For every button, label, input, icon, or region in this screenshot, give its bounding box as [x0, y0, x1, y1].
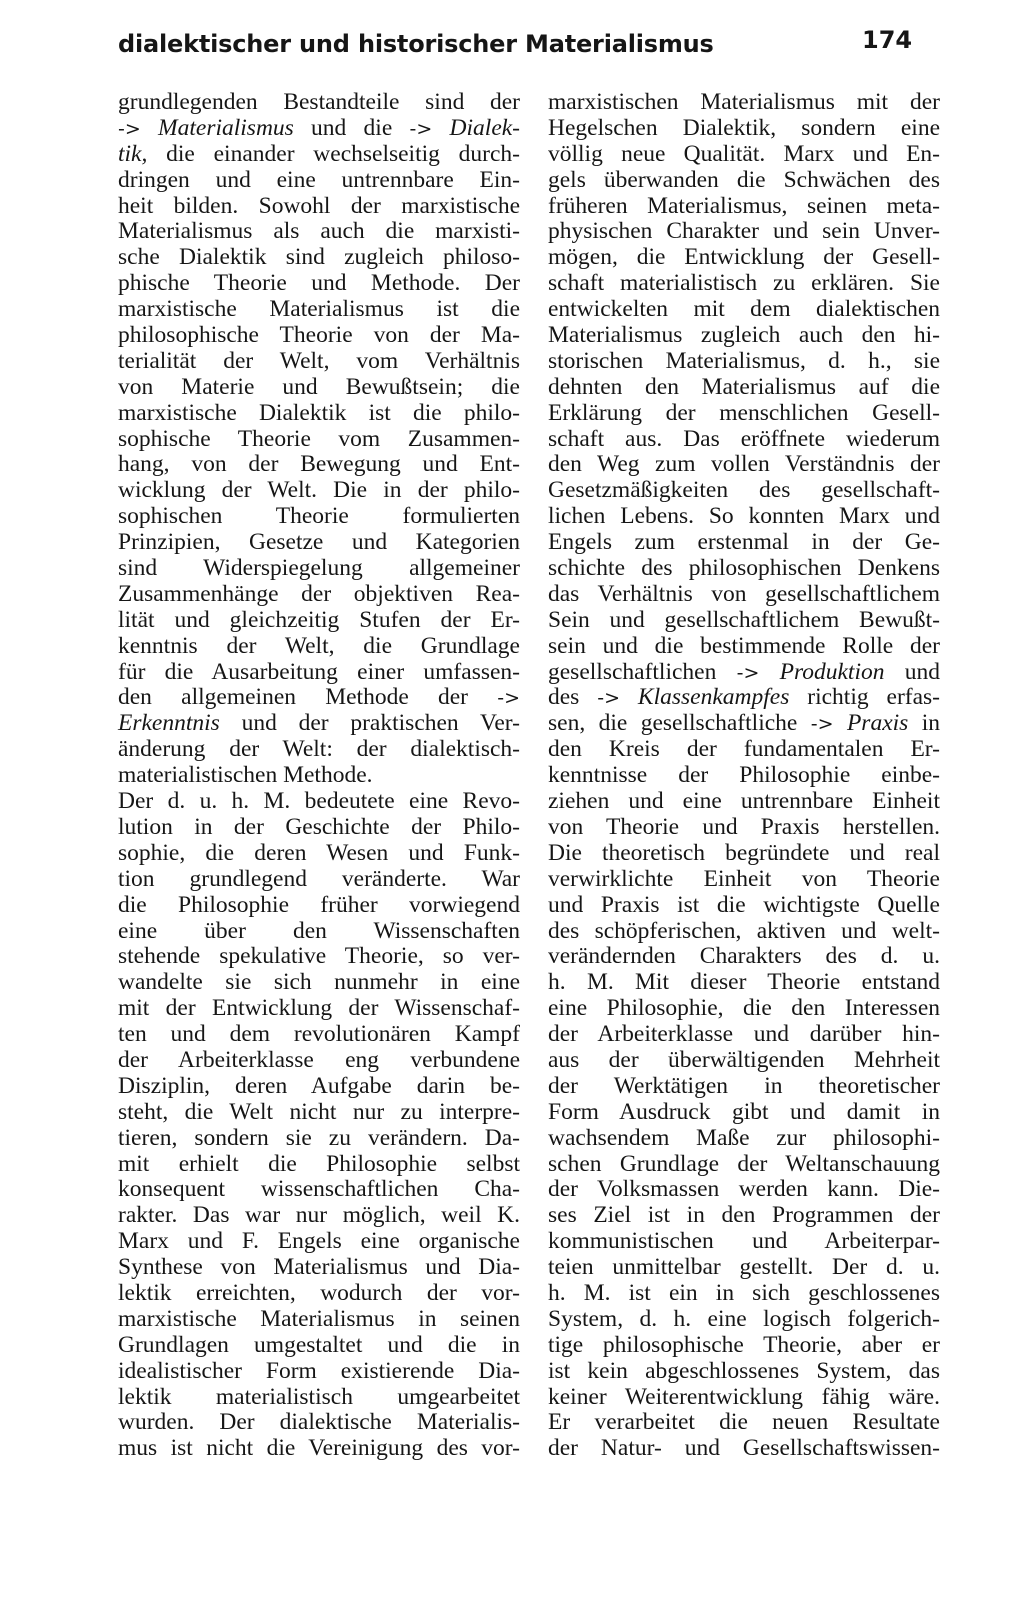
text-line: [548, 1126, 940, 1152]
text-line: [548, 1074, 940, 1100]
text-segment: der Arbeiterklasse und darüber hin-: [548, 1021, 940, 1048]
text-segment: änderung der Welt: der dialektisch-: [118, 736, 520, 763]
text-segment: der Natur- und Gesellschaftswissen-: [548, 1435, 940, 1462]
text-line: [548, 1410, 940, 1436]
text-segment: Grundlagen umgestaltet und die in: [118, 1331, 520, 1358]
text-segment: terialität der Welt, vom Verhältnis: [118, 347, 520, 374]
text-line: [548, 349, 940, 375]
text-line: [548, 815, 940, 841]
text-line: [548, 608, 940, 634]
text-segment: entwickelten mit dem dialektischen: [548, 296, 940, 323]
text-line: [118, 1126, 520, 1152]
cross-reference-arrow: ->: [497, 687, 520, 710]
text-segment: gesellschaftlichen: [548, 658, 737, 685]
text-line: [118, 116, 520, 142]
left-text-column: [118, 90, 520, 1462]
text-line: [118, 168, 520, 194]
cross-reference-term: Praxis: [846, 710, 909, 737]
text-line: [548, 1436, 940, 1462]
text-segment: ist kein abgeschlossenes System, das: [548, 1357, 940, 1384]
text-segment: mit erhielt die Philosophie selbst: [118, 1150, 520, 1177]
text-line: [548, 478, 940, 504]
text-line: [118, 297, 520, 323]
text-line: [118, 478, 520, 504]
text-line: [548, 1281, 940, 1307]
text-line: [548, 530, 940, 556]
text-segment: tige philosophische Theorie, aber er: [548, 1331, 940, 1358]
text-line: [548, 789, 940, 815]
text-line: [118, 530, 520, 556]
text-segment: lution in der Geschichte der Philo-: [118, 813, 520, 840]
text-segment: eine Philosophie, die den Interessen: [548, 995, 940, 1022]
text-segment: ziehen und eine untrennbare Einheit: [548, 788, 940, 815]
text-line: [548, 1385, 940, 1411]
text-line: [548, 194, 940, 220]
text-segment: sophische Theorie vom Zusammen-: [118, 425, 520, 452]
text-line: [548, 1359, 940, 1385]
text-line: [548, 685, 940, 711]
text-line: [118, 1203, 520, 1229]
text-segment: marxistische Dialektik ist die philo-: [118, 399, 520, 426]
text-segment: des: [548, 684, 598, 711]
cross-reference-term: Klassenkampfes: [637, 684, 790, 711]
text-segment: eine über den Wissenschaften: [118, 917, 520, 944]
text-segment: sind Widerspiegelung allgemeiner: [118, 555, 520, 582]
text-segment: der Werktätigen in theoretischer: [548, 1072, 940, 1099]
text-segment: der Arbeiterklasse eng verbundene: [118, 1046, 520, 1073]
text-line: [118, 815, 520, 841]
text-line: [118, 427, 520, 453]
text-segment: und Praxis ist die wichtigste Quelle: [548, 891, 940, 918]
text-segment: früheren Materialismus, seinen meta-: [548, 192, 940, 219]
text-segment: der Volksmassen werden kann. Die-: [548, 1176, 940, 1203]
text-segment: kenntnisse der Philosophie einbe-: [548, 762, 940, 789]
text-segment: h. M. ist ein in sich geschlossenes: [548, 1279, 940, 1306]
text-line: [118, 893, 520, 919]
text-line: [548, 944, 940, 970]
text-line: [548, 1333, 940, 1359]
text-segment: materialistischen Methode.: [118, 762, 373, 789]
text-line: [548, 1255, 940, 1281]
text-segment: völlig neue Qualität. Marx und En-: [548, 140, 940, 167]
text-segment: Engels zum erstenmal in der Ge-: [548, 529, 940, 556]
text-line: [118, 245, 520, 271]
text-segment: steht, die Welt nicht nur zu interpre-: [118, 1098, 520, 1125]
text-segment: philosophische Theorie von der Ma-: [118, 322, 520, 349]
text-line: [118, 711, 520, 737]
text-segment: Er verarbeitet die neuen Resultate: [548, 1409, 940, 1436]
text-line: [118, 1307, 520, 1333]
text-segment: lektik erreichten, wodurch der vor-: [118, 1279, 520, 1306]
text-segment: [620, 684, 638, 710]
text-segment: Form Ausdruck gibt und damit in: [548, 1098, 940, 1125]
text-line: [118, 660, 520, 686]
text-line: [118, 737, 520, 763]
text-segment: marxistische Materialismus in seinen: [118, 1305, 520, 1332]
text-segment: heit bilden. Sowohl der marxistische: [118, 192, 520, 219]
text-line: [118, 763, 520, 789]
text-segment: konsequent wissenschaftlichen Cha-: [118, 1176, 520, 1203]
text-segment: Disziplin, deren Aufgabe darin be-: [118, 1072, 520, 1099]
text-line: [548, 1100, 940, 1126]
text-line: [548, 323, 940, 349]
text-line: [548, 1152, 940, 1178]
text-line: [548, 452, 940, 478]
text-segment: [759, 659, 779, 685]
text-segment: dringen und eine untrennbare Ein-: [118, 166, 520, 193]
text-line: [548, 711, 940, 737]
cross-reference-arrow: ->: [409, 117, 433, 140]
text-line: [118, 219, 520, 245]
text-segment: stehende spekulative Theorie, so ver-: [118, 943, 520, 970]
text-line: [118, 142, 520, 168]
text-line: [548, 90, 940, 116]
text-segment: mit der Entwicklung der Wissenschaf-: [118, 995, 520, 1022]
text-segment: mus ist nicht die Vereinigung des vor-: [118, 1435, 520, 1462]
cross-reference-arrow: ->: [597, 687, 621, 710]
text-segment: richtig erfas-: [789, 684, 940, 711]
text-line: [118, 452, 520, 478]
text-line: [548, 763, 940, 789]
text-line: [548, 582, 940, 608]
text-segment: Der d. u. h. M. bedeutete eine Revo-: [118, 788, 520, 815]
text-line: [118, 1436, 520, 1462]
text-segment: phische Theorie und Methode. Der: [118, 270, 520, 297]
text-line: [548, 970, 940, 996]
text-line: [548, 996, 940, 1022]
text-segment: die einander wechselseitig durch-: [147, 140, 520, 167]
text-line: [548, 634, 940, 660]
text-segment: sche Dialektik sind zugleich philoso-: [118, 244, 520, 271]
text-line: [548, 375, 940, 401]
text-line: [118, 401, 520, 427]
text-segment: physischen Charakter und sein Unver-: [548, 218, 940, 245]
text-segment: [432, 115, 449, 141]
text-segment: kenntnis der Welt, die Grundlage: [118, 632, 520, 659]
text-segment: sophischen Theorie formulierten: [118, 503, 520, 530]
right-text-column: [548, 90, 940, 1462]
text-segment: und die: [293, 114, 410, 141]
text-segment: dehnten den Materialismus auf die: [548, 373, 940, 400]
text-line: [548, 168, 940, 194]
text-line: [548, 1177, 940, 1203]
text-line: [118, 867, 520, 893]
text-segment: und: [884, 658, 940, 685]
text-segment: schaft aus. Das eröffnete wiederum: [548, 425, 940, 452]
text-line: [118, 944, 520, 970]
text-segment: von Theorie und Praxis herstellen.: [548, 813, 940, 840]
text-segment: wachsendem Maße zur philosophi-: [548, 1124, 940, 1151]
text-segment: hang, von der Bewegung und Ent-: [118, 451, 520, 478]
text-line: [548, 297, 940, 323]
text-line: [118, 271, 520, 297]
text-line: [548, 427, 940, 453]
text-line: [118, 1022, 520, 1048]
text-segment: System, d. h. eine logisch folgerich-: [548, 1305, 940, 1332]
text-segment: Sein und gesellschaftlichem Bewußt-: [548, 606, 940, 633]
text-segment: für die Ausarbeitung einer umfassen-: [118, 658, 520, 685]
text-line: [548, 1203, 940, 1229]
text-segment: gels überwanden die Schwächen des: [548, 166, 940, 193]
text-line: [118, 1333, 520, 1359]
text-line: [118, 1074, 520, 1100]
text-line: [548, 1229, 940, 1255]
text-line: [548, 841, 940, 867]
text-segment: rakter. Das war nur möglich, weil K.: [118, 1202, 520, 1229]
text-segment: tion grundlegend veränderte. War: [118, 865, 520, 892]
text-line: [548, 1307, 940, 1333]
text-line: [548, 660, 940, 686]
text-segment: und der praktischen Ver-: [219, 710, 520, 737]
cross-reference-term: Produktion: [779, 658, 885, 685]
text-line: [118, 90, 520, 116]
text-line: [548, 737, 940, 763]
text-segment: den Kreis der fundamentalen Er-: [548, 736, 940, 763]
text-line: [118, 996, 520, 1022]
text-segment: lichen Lebens. So konnten Marx und: [548, 503, 940, 530]
text-line: [118, 841, 520, 867]
text-line: [548, 142, 940, 168]
text-segment: das Verhältnis von gesellschaftlichem: [548, 580, 940, 607]
text-line: [548, 245, 940, 271]
text-segment: aus der überwältigenden Mehrheit: [548, 1046, 940, 1073]
text-segment: ses Ziel ist in den Programmen der: [548, 1202, 940, 1229]
text-line: [118, 1385, 520, 1411]
text-segment: grundlegenden Bestandteile sind der: [118, 89, 520, 115]
text-line: [118, 504, 520, 530]
text-segment: Zusammenhänge der objektiven Rea-: [118, 580, 520, 607]
text-line: [548, 504, 940, 530]
text-segment: sophie, die deren Wesen und Funk-: [118, 839, 520, 866]
text-segment: die Philosophie früher vorwiegend: [118, 891, 520, 918]
cross-reference-arrow: ->: [118, 117, 141, 140]
text-line: [548, 1048, 940, 1074]
running-head: dialektischer und historischer Materialismus: [118, 30, 714, 58]
text-segment: lität und gleichzeitig Stufen der Er-: [118, 606, 520, 633]
text-line: [118, 1152, 520, 1178]
cross-reference-term: Dialek-: [449, 114, 521, 141]
text-line: [118, 375, 520, 401]
text-line: [118, 194, 520, 220]
text-line: [118, 349, 520, 375]
text-line: [548, 556, 940, 582]
text-line: [548, 401, 940, 427]
text-segment: Materialismus zugleich auch den hi-: [548, 322, 940, 349]
text-segment: wicklung der Welt. Die in der philo-: [118, 477, 520, 504]
text-segment: Hegelschen Dialektik, sondern eine: [548, 114, 940, 141]
text-segment: verändernden Charakters des d. u.: [548, 943, 940, 970]
text-segment: teien unmittelbar gestellt. Der d. u.: [548, 1254, 940, 1281]
text-segment: storischen Materialismus, d. h., sie: [548, 347, 940, 374]
text-line: [118, 634, 520, 660]
text-segment: sen, die gesellschaftliche: [548, 710, 811, 737]
page-number: 174: [862, 26, 913, 54]
text-line: [548, 867, 940, 893]
text-line: [118, 1100, 520, 1126]
text-line: [118, 1359, 520, 1385]
text-segment: schaft materialistisch zu erklären. Sie: [548, 270, 940, 297]
text-segment: idealistischer Form existierende Dia-: [118, 1357, 520, 1384]
text-segment: Erklärung der menschlichen Gesell-: [548, 399, 940, 426]
text-line: [548, 271, 940, 297]
text-segment: in: [908, 710, 941, 737]
text-line: [118, 1410, 520, 1436]
text-line: [548, 116, 940, 142]
text-line: [118, 970, 520, 996]
text-segment: wurden. Der dialektische Materialis-: [118, 1409, 520, 1436]
cross-reference-term: tik,: [118, 140, 148, 167]
text-line: [118, 556, 520, 582]
text-line: [118, 608, 520, 634]
text-segment: lektik materialistisch umgearbeitet: [118, 1383, 520, 1410]
text-segment: sein und die bestimmende Rolle der: [548, 632, 940, 659]
text-line: [548, 919, 940, 945]
text-segment: von Materie und Bewußtsein; die: [118, 373, 520, 400]
text-segment: marxistische Materialismus ist die: [118, 296, 520, 323]
text-segment: den allgemeinen Methode der: [118, 684, 498, 711]
text-line: [118, 1255, 520, 1281]
text-segment: schichte des philosophischen Denkens: [548, 555, 940, 582]
text-segment: Gesetzmäßigkeiten des gesellschaft-: [548, 477, 940, 504]
text-segment: [141, 115, 158, 141]
text-segment: mögen, die Entwicklung der Gesell-: [548, 244, 940, 271]
text-segment: schen Grundlage der Weltanschauung: [548, 1150, 940, 1177]
text-line: [118, 323, 520, 349]
text-segment: keiner Weiterentwicklung fähig wäre.: [548, 1383, 940, 1410]
cross-reference-arrow: ->: [810, 713, 834, 736]
text-line: [118, 1177, 520, 1203]
text-segment: den Weg zum vollen Verständnis der: [548, 451, 940, 478]
text-line: [548, 893, 940, 919]
text-segment: Synthese von Materialismus und Dia-: [118, 1254, 520, 1281]
text-segment: wandelte sie sich nunmehr in eine: [118, 969, 520, 996]
text-line: [118, 789, 520, 815]
text-segment: des schöpferischen, aktiven und welt-: [548, 917, 940, 944]
text-line: [118, 919, 520, 945]
cross-reference-arrow: ->: [736, 661, 760, 684]
text-segment: Materialismus als auch die marxisti-: [118, 218, 520, 245]
text-segment: kommunistischen und Arbeiterpar-: [548, 1228, 940, 1255]
text-line: [118, 685, 520, 711]
text-segment: tieren, sondern sie zu verändern. Da-: [118, 1124, 520, 1151]
cross-reference-term: Materialismus: [158, 114, 294, 141]
text-segment: Marx und F. Engels eine organische: [118, 1228, 520, 1255]
text-segment: Prinzipien, Gesetze und Kategorien: [118, 529, 520, 556]
text-line: [548, 1022, 940, 1048]
text-line: [548, 219, 940, 245]
text-line: [118, 1281, 520, 1307]
text-segment: verwirklichte Einheit von Theorie: [548, 865, 940, 892]
text-line: [118, 582, 520, 608]
text-segment: Die theoretisch begründete und real: [548, 839, 940, 866]
cross-reference-term: Erkenntnis: [118, 710, 220, 737]
text-segment: [834, 710, 847, 736]
text-line: [118, 1229, 520, 1255]
text-segment: ten und dem revolutionären Kampf: [118, 1021, 520, 1048]
text-segment: h. M. Mit dieser Theorie entstand: [548, 969, 940, 996]
text-segment: marxistischen Materialismus mit der: [548, 89, 940, 115]
text-line: [118, 1048, 520, 1074]
